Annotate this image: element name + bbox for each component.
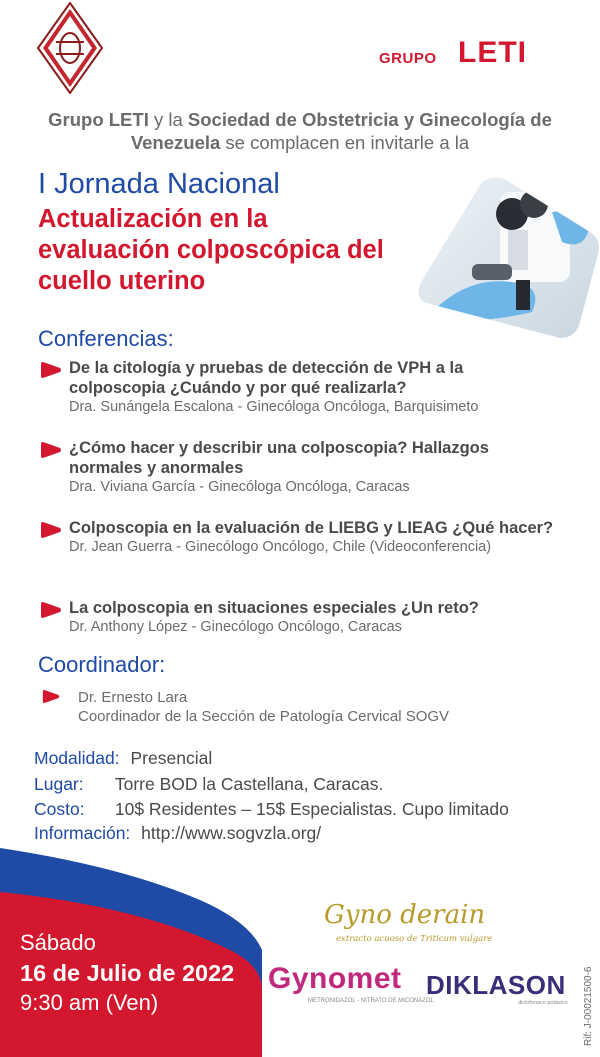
talk-title: De la citología y pruebas de detección de VPH a la colposcopia ¿Cuándo y por qué realizarla?	[69, 359, 464, 397]
intro-connector: y la	[148, 109, 188, 130]
lugar-label: Lugar:	[34, 774, 84, 794]
microscope-photo	[412, 172, 600, 342]
gynomet-tagline: METRONIDAZOL - NITRATO DE MICONAZOL	[308, 998, 434, 1004]
play-bullet-icon	[40, 601, 62, 619]
talk-title: Colposcopia en la evaluación de LIEBG y LIEAG ¿Qué hacer?	[69, 519, 554, 537]
modalidad-label: Modalidad:	[34, 748, 120, 768]
conferences-heading: Conferencias:	[38, 326, 174, 351]
diklason-logo	[426, 970, 566, 1010]
costo-row	[34, 799, 509, 820]
talk-speaker: Dra. Viviana García - Ginecóloga Oncóloga, Caracas	[69, 479, 410, 495]
coordinator-name: Dr. Ernesto Lara	[78, 689, 188, 706]
event-subtitle: Actualización en la evaluación colposcópica del cuello uterino	[38, 205, 384, 295]
talk-speaker: Dr. Anthony López - Ginecólogo Oncólogo, Caracas	[69, 619, 402, 635]
talk-title: ¿Cómo hacer y describir una colposcopia? Hallazgos normales y anormales	[69, 439, 489, 477]
grupo-leti-name: LETI	[458, 36, 527, 69]
modalidad-row	[34, 748, 212, 769]
intro-text	[20, 108, 580, 154]
intro-grupo-leti: Grupo LETI	[48, 109, 149, 130]
lugar-value: Torre BOD la Castellana, Caracas.	[114, 774, 384, 794]
talk-item	[40, 358, 560, 417]
talk-speaker: Dr. Jean Guerra - Ginecólogo Oncólogo, Chile (Videoconferencia)	[69, 539, 492, 555]
intro-society: Sociedad de Obstetricia y Ginecología de Venezuela	[130, 109, 552, 153]
event-day: Sábado	[20, 930, 96, 955]
rif-number: Rif: J-00021500-6	[583, 966, 594, 1046]
play-bullet-icon	[40, 441, 62, 459]
intro-invite: se complacen en invitarle a la	[220, 132, 470, 153]
talk-title: La colposcopia en situaciones especiales ¿Un reto?	[69, 599, 479, 617]
event-title: I Jornada Nacional	[38, 168, 280, 200]
diklason-name: DIKLASON	[426, 970, 566, 1000]
event-date: 16 de Julio de 2022	[20, 960, 235, 986]
event-date-block	[20, 928, 234, 1018]
gynoderain-name: Gyno derain	[324, 900, 486, 930]
gynoderain-logo	[316, 892, 516, 950]
coordinator-item	[42, 688, 562, 726]
coordinator-role: Coordinador de la Sección de Patología Cervical SOGV	[78, 708, 450, 725]
talk-item	[40, 518, 560, 557]
coordinator-heading: Coordinador:	[38, 652, 166, 677]
informacion-link[interactable]: http://www.sogvzla.org/	[141, 823, 322, 843]
sogv-logo	[36, 2, 104, 94]
gynomet-logo	[268, 962, 434, 1012]
grupo-leti-prefix: GRUPO	[379, 50, 437, 67]
event-time: 9:30 am (Ven)	[20, 990, 159, 1015]
costo-value: 10$ Residentes – 15$ Especialistas. Cupo limitado	[114, 799, 509, 819]
grupo-leti-logo	[376, 22, 568, 86]
gynomet-name: Gynomet	[268, 962, 402, 995]
informacion-label: Información:	[34, 823, 131, 843]
diklason-tagline: diclofenaco potásico	[518, 1000, 568, 1006]
talk-item	[40, 438, 560, 497]
play-bullet-icon	[40, 521, 62, 539]
play-bullet-icon	[40, 361, 62, 379]
costo-label: Costo:	[34, 799, 85, 819]
talk-speaker: Dra. Sunángela Escalona - Ginecóloga Oncóloga, Barquisimeto	[69, 399, 479, 415]
lugar-row	[34, 774, 383, 795]
play-bullet-icon	[42, 689, 60, 704]
modalidad-value: Presencial	[130, 748, 213, 768]
talk-item	[40, 598, 560, 637]
gynoderain-tagline: extracto acuoso de Triticum vulgare	[336, 934, 493, 944]
